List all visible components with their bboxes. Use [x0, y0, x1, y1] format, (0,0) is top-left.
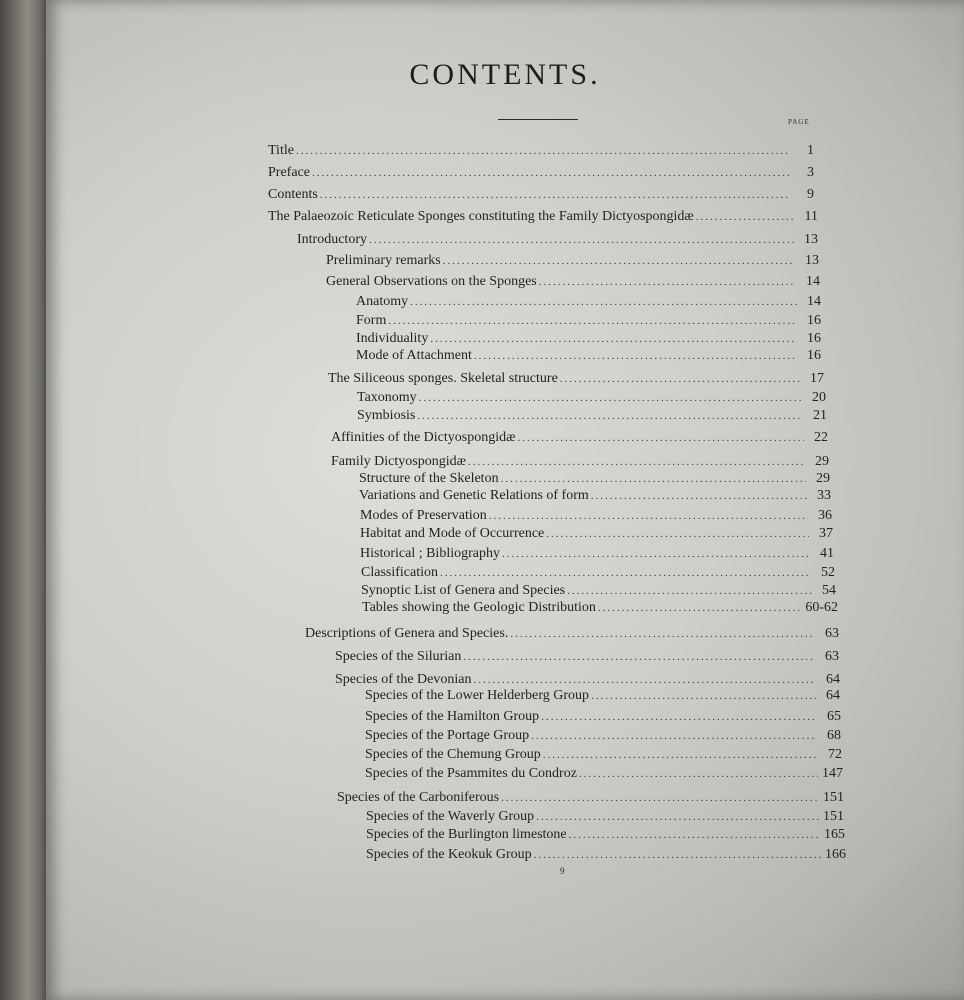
toc-entry: The Siliceous sponges. Skeletal structure ..... 17	[328, 370, 824, 388]
toc-entry: Taxonomy ..... 20	[357, 389, 826, 407]
toc-entry: Species of the Keokuk Group ..... 166	[366, 846, 846, 864]
toc-entry: Individuality ..... 16	[356, 330, 821, 348]
toc-entry: Mode of Attachment ..... 16	[356, 347, 821, 365]
toc-entry: Modes of Preservation ..... 36	[360, 507, 832, 525]
toc-entry: Species of the Chemung Group ..... 72	[365, 746, 842, 764]
toc-entry: Title ..... 1	[268, 142, 814, 160]
toc-entry: Preliminary remarks ..... 13	[326, 252, 819, 270]
toc-entry: Species of the Silurian ..... 63	[335, 648, 839, 666]
toc-entry: Affinities of the Dictyospongidæ ..... 22	[331, 429, 828, 447]
toc-entry: Anatomy ..... 14	[356, 293, 821, 311]
page-column-label: PAGE	[788, 118, 810, 126]
heading-rule	[498, 119, 578, 120]
toc-entry: Species of the Portage Group ..... 68	[365, 727, 841, 745]
toc-entry: Introductory ..... 13	[297, 231, 818, 249]
toc-entry: General Observations on the Sponges ..... 14	[326, 273, 820, 291]
page-number: 9	[560, 866, 565, 876]
toc-entry: Synoptic List of Genera and Species ..... 54	[361, 582, 836, 600]
toc-entry: Species of the Psammites du Condroz ..... 147	[365, 765, 843, 783]
page-heading: CONTENTS.	[409, 58, 601, 91]
toc-entry: Species of the Devonian ..... 64	[335, 671, 840, 689]
toc-entry: Species of the Burlington limestone ..... 165	[366, 826, 845, 844]
toc-entry: The Palaeozoic Reticulate Sponges constituting the Family Dictyospongidæ ..... 11	[268, 208, 818, 226]
toc-entry: Classification ..... 52	[361, 564, 835, 582]
toc-entry: Family Dictyospongidæ ..... 29	[331, 453, 829, 471]
toc-entry: Contents ..... 9	[268, 186, 814, 204]
toc-entry: Tables showing the Geologic Distribution ..... 60-62	[362, 599, 838, 617]
toc-entry: Variations and Genetic Relations of form ..... 33	[359, 487, 831, 505]
toc-entry: Species of the Hamilton Group ..... 65	[365, 708, 841, 726]
toc-entry: Species of the Waverly Group ..... 151	[366, 808, 844, 826]
toc-entry: Symbiosis ..... 21	[357, 407, 827, 425]
toc-entry: Historical ; Bibliography ..... 41	[360, 545, 834, 563]
book-spine	[0, 0, 50, 1000]
toc-entry: Structure of the Skeleton ..... 29	[359, 470, 830, 488]
toc-entry: Species of the Lower Helderberg Group ..... 64	[365, 687, 840, 705]
book-page	[46, 0, 964, 1000]
toc-entry: Preface ..... 3	[268, 164, 814, 182]
toc-entry: Descriptions of Genera and Species. ..... 63	[305, 625, 839, 643]
toc-entry: Species of the Carboniferous ..... 151	[337, 789, 844, 807]
toc-entry: Habitat and Mode of Occurrence ..... 37	[360, 525, 833, 543]
toc-entry: Form ..... 16	[356, 312, 821, 330]
